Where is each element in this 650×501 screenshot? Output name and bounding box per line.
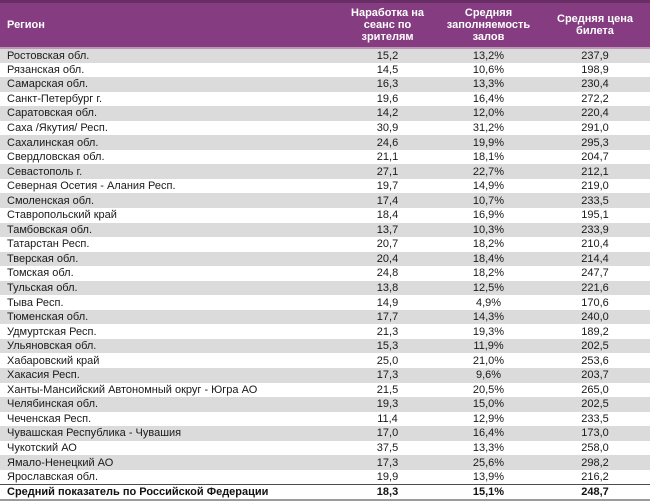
value-cell: 216,2 <box>581 470 609 483</box>
region-cell: Сахалинская обл. <box>7 136 99 149</box>
region-cell: Тульская обл. <box>7 281 78 294</box>
value-cell: 221,6 <box>581 281 609 294</box>
value-cell: 13,9% <box>472 470 505 483</box>
table-row <box>0 135 650 150</box>
value-cell: 198,9 <box>581 63 609 76</box>
region-cell: Санкт-Петербург г. <box>7 92 103 105</box>
region-cell: Смоленская обл. <box>7 194 95 207</box>
table-row <box>0 77 650 92</box>
value-cell: 233,5 <box>581 194 609 207</box>
region-cell: Тверская обл. <box>7 252 79 265</box>
region-cell: Свердловская обл. <box>7 151 105 164</box>
region-cell: Удмуртская Респ. <box>7 325 97 338</box>
table-row <box>0 223 650 238</box>
value-cell: 295,3 <box>581 136 609 149</box>
value-cell: 21,5 <box>376 383 399 396</box>
value-cell: 10,6% <box>472 63 505 76</box>
summary-sessions-value: 18,3 <box>338 484 437 500</box>
value-cell: 19,6 <box>376 92 399 105</box>
region-cell: Севастополь г. <box>7 165 83 178</box>
value-cell: 21,1 <box>376 151 399 164</box>
region-cell: Томская обл. <box>7 267 74 280</box>
value-cell: 14,3% <box>472 311 505 324</box>
summary-row <box>0 484 650 500</box>
value-cell: 19,3 <box>376 398 399 411</box>
value-cell: 202,5 <box>581 398 609 411</box>
value-cell: 19,3% <box>472 325 505 338</box>
table-row <box>0 412 650 427</box>
region-cell: Ярославская обл. <box>7 470 99 483</box>
value-cell: 204,7 <box>581 151 609 164</box>
value-cell: 189,2 <box>581 325 609 338</box>
value-cell: 17,7 <box>376 311 399 324</box>
value-cell: 11,9% <box>473 340 504 353</box>
table-row <box>0 252 650 267</box>
value-cell: 21,0% <box>472 354 505 367</box>
column-header-occupancy: Средняя заполняемость залов <box>437 2 540 48</box>
value-cell: 17,3 <box>376 456 399 469</box>
value-cell: 214,4 <box>581 252 609 265</box>
table-row <box>0 353 650 368</box>
value-cell: 12,9% <box>472 412 505 425</box>
table-row <box>0 383 650 398</box>
value-cell: 247,7 <box>581 267 609 280</box>
table-row <box>0 281 650 296</box>
value-cell: 9,6% <box>475 369 502 382</box>
value-cell: 31,2% <box>472 121 505 134</box>
region-cell: Саратовская обл. <box>7 107 98 120</box>
region-cell: Ханты-Мансийский Автономный округ - Югра АО <box>7 383 258 396</box>
value-cell: 22,7% <box>472 165 505 178</box>
table-row <box>0 63 650 78</box>
table-body <box>0 48 650 485</box>
value-cell: 272,2 <box>581 92 609 105</box>
value-cell: 219,0 <box>581 180 609 193</box>
value-cell: 15,3 <box>376 340 399 353</box>
value-cell: 220,4 <box>581 107 609 120</box>
table-row <box>0 324 650 339</box>
value-cell: 173,0 <box>581 427 609 440</box>
value-cell: 18,2% <box>472 238 505 251</box>
summary-label: Средний показатель по Российской Федерации <box>0 484 338 500</box>
value-cell: 13,8 <box>376 281 399 294</box>
value-cell: 21,3 <box>376 325 399 338</box>
value-cell: 16,4% <box>472 92 505 105</box>
value-cell: 30,9 <box>376 121 399 134</box>
table-row <box>0 208 650 223</box>
value-cell: 14,9% <box>472 180 505 193</box>
value-cell: 210,4 <box>581 238 609 251</box>
table-row <box>0 237 650 252</box>
value-cell: 265,0 <box>581 383 609 396</box>
value-cell: 13,3% <box>472 78 505 91</box>
value-cell: 195,1 <box>581 209 609 222</box>
region-cell: Челябинская обл. <box>7 398 99 411</box>
region-cell: Самарская обл. <box>7 78 89 91</box>
value-cell: 18,1% <box>472 151 505 164</box>
table-row <box>0 179 650 194</box>
value-cell: 14,2 <box>376 107 399 120</box>
summary-occupancy-value: 15,1% <box>437 484 540 500</box>
region-cell: Ямало-Ненецкий АО <box>7 456 114 469</box>
table-row <box>0 193 650 208</box>
value-cell: 25,6% <box>472 456 505 469</box>
table-row <box>0 164 650 179</box>
value-cell: 4,9% <box>475 296 502 309</box>
value-cell: 17,3 <box>376 369 399 382</box>
value-cell: 13,3% <box>472 441 505 454</box>
value-cell: 20,5% <box>472 383 505 396</box>
table-row <box>0 106 650 121</box>
value-cell: 37,5 <box>376 441 399 454</box>
value-cell: 27,1 <box>376 165 399 178</box>
table-row <box>0 310 650 325</box>
region-cell: Ставропольский край <box>7 209 117 222</box>
table-row <box>0 426 650 441</box>
region-cell: Тамбовская обл. <box>7 223 93 236</box>
value-cell: 212,1 <box>581 165 609 178</box>
table-footer <box>0 484 650 500</box>
column-header-ticket-price: Средняя цена билета <box>540 2 650 48</box>
value-cell: 17,0 <box>376 427 399 440</box>
value-cell: 19,7 <box>376 180 399 193</box>
table-row <box>0 295 650 310</box>
region-cell: Ростовская обл. <box>7 49 90 62</box>
table-row <box>0 48 650 63</box>
region-cell: Татарстан Респ. <box>7 238 90 251</box>
value-cell: 17,4 <box>376 194 399 207</box>
value-cell: 233,9 <box>581 223 609 236</box>
region-cell: Северная Осетия - Алания Респ. <box>7 180 176 193</box>
value-cell: 15,0% <box>472 398 505 411</box>
column-header-sessions-per-viewer: Наработка на сеанс по зрителям <box>338 2 437 48</box>
value-cell: 203,7 <box>581 369 609 382</box>
region-cell: Чукотский АО <box>7 441 77 454</box>
value-cell: 16,3 <box>376 78 399 91</box>
column-header-region: Регион <box>0 2 338 48</box>
table-row <box>0 266 650 281</box>
value-cell: 12,0% <box>472 107 505 120</box>
region-cell: Тюменская обл. <box>7 311 89 324</box>
table-header <box>0 2 650 48</box>
value-cell: 298,2 <box>581 456 609 469</box>
value-cell: 19,9 <box>376 470 399 483</box>
value-cell: 237,9 <box>581 49 609 62</box>
table-row <box>0 92 650 107</box>
region-cell: Хабаровский край <box>7 354 100 367</box>
value-cell: 10,3% <box>472 223 505 236</box>
value-cell: 20,7 <box>376 238 399 251</box>
value-cell: 19,9% <box>472 136 505 149</box>
value-cell: 230,4 <box>581 78 609 91</box>
value-cell: 24,6 <box>376 136 399 149</box>
value-cell: 18,4 <box>376 209 399 222</box>
header-row <box>0 2 650 48</box>
value-cell: 258,0 <box>581 441 609 454</box>
value-cell: 291,0 <box>581 121 609 134</box>
region-cell: Рязанская обл. <box>7 63 85 76</box>
value-cell: 13,7 <box>376 223 399 236</box>
value-cell: 170,6 <box>581 296 609 309</box>
table-row <box>0 397 650 412</box>
table-row <box>0 455 650 470</box>
value-cell: 202,5 <box>581 340 609 353</box>
region-cell: Ульяновская обл. <box>7 340 97 353</box>
region-cell: Саха /Якутия/ Респ. <box>7 121 108 134</box>
value-cell: 16,4% <box>472 427 505 440</box>
value-cell: 18,2% <box>472 267 505 280</box>
table-row <box>0 441 650 456</box>
summary-price-value: 248,7 <box>540 484 650 500</box>
value-cell: 14,5 <box>376 63 399 76</box>
value-cell: 10,7% <box>472 194 505 207</box>
value-cell: 13,2% <box>472 49 505 62</box>
region-cell: Чеченская Респ. <box>7 412 92 425</box>
table-row <box>0 368 650 383</box>
table-row <box>0 339 650 354</box>
region-cell: Чувашская Республика - Чувашия <box>7 427 182 440</box>
value-cell: 14,9 <box>376 296 399 309</box>
value-cell: 24,8 <box>376 267 399 280</box>
value-cell: 240,0 <box>581 311 609 324</box>
table-row <box>0 150 650 165</box>
table-row <box>0 121 650 136</box>
value-cell: 20,4 <box>376 252 399 265</box>
value-cell: 12,5% <box>472 281 505 294</box>
value-cell: 18,4% <box>472 252 505 265</box>
table-row <box>0 470 650 485</box>
value-cell: 11,4 <box>377 412 398 425</box>
region-cell: Хакасия Респ. <box>7 369 80 382</box>
value-cell: 16,9% <box>472 209 505 222</box>
region-cell: Тыва Респ. <box>7 296 64 309</box>
value-cell: 233,5 <box>581 412 609 425</box>
value-cell: 15,2 <box>376 49 399 62</box>
value-cell: 25,0 <box>376 354 399 367</box>
value-cell: 253,6 <box>581 354 609 367</box>
